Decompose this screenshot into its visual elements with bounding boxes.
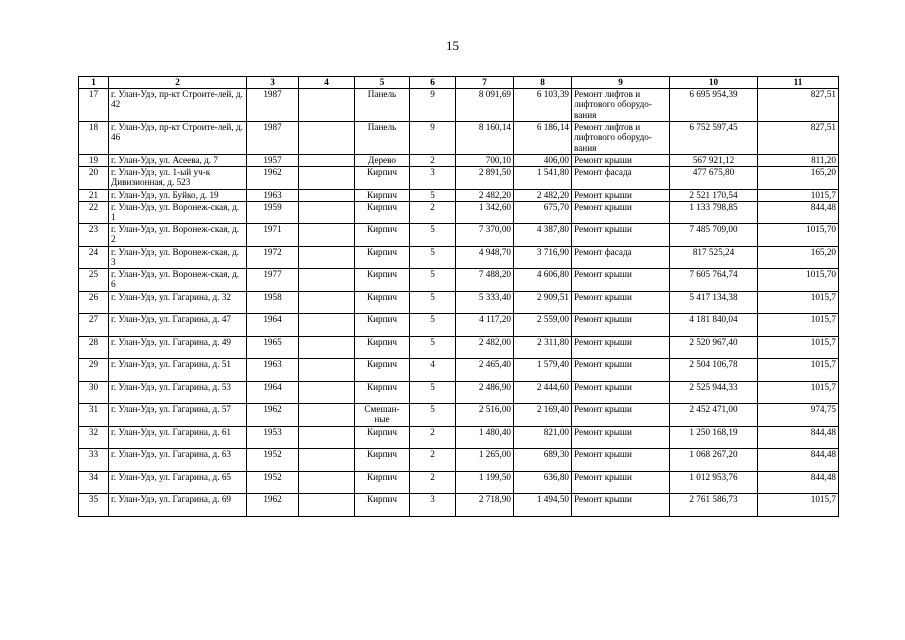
wall-material-cell: Смешан-ные xyxy=(355,404,410,427)
row-number-cell: 24 xyxy=(79,246,109,269)
floors-cell: 5 xyxy=(410,269,456,292)
empty-cell xyxy=(299,381,355,404)
year-cell: 1963 xyxy=(247,359,299,382)
table-row xyxy=(79,291,839,314)
unit-rate-cell: 844,48 xyxy=(758,426,839,449)
column-header: 4 xyxy=(299,77,355,89)
total-area-cell: 8 160,14 xyxy=(456,122,514,155)
row-number-cell: 31 xyxy=(79,404,109,427)
wall-material-cell: Кирпич xyxy=(355,449,410,472)
header-row xyxy=(79,77,839,89)
cost-cell: 1 012 953,76 xyxy=(670,471,758,494)
table-row xyxy=(79,122,839,155)
empty-cell xyxy=(299,246,355,269)
cost-cell: 6 752 597,45 xyxy=(670,122,758,155)
cost-cell: 2 504 106,78 xyxy=(670,359,758,382)
row-number-cell: 34 xyxy=(79,471,109,494)
address-cell: г. Улан-Удэ, ул. Буйко, д. 19 xyxy=(109,189,247,201)
row-number-cell: 28 xyxy=(79,336,109,359)
cost-cell: 7 485 709,00 xyxy=(670,224,758,247)
wall-material-cell: Кирпич xyxy=(355,189,410,201)
cost-cell: 1 250 168,19 xyxy=(670,426,758,449)
floors-cell: 5 xyxy=(410,224,456,247)
row-number-cell: 25 xyxy=(79,269,109,292)
year-cell: 1962 xyxy=(247,404,299,427)
table-row xyxy=(79,246,839,269)
total-area-cell: 7 370,00 xyxy=(456,224,514,247)
roof-area-cell: 1 494,50 xyxy=(514,494,572,517)
table-row xyxy=(79,494,839,517)
repair-type-cell: Ремонт крыши xyxy=(572,381,670,404)
address-cell: г. Улан-Удэ, ул. Гагарина, д. 61 xyxy=(109,426,247,449)
year-cell: 1953 xyxy=(247,426,299,449)
address-cell: г. Улан-Удэ, ул. 1-ый уч-к Дивизионная, д. 523 xyxy=(109,167,247,190)
table-row xyxy=(79,381,839,404)
wall-material-cell: Кирпич xyxy=(355,269,410,292)
repair-type-cell: Ремонт крыши xyxy=(572,449,670,472)
floors-cell: 5 xyxy=(410,381,456,404)
repair-type-cell: Ремонт лифтов и лифтового оборудо-вания xyxy=(572,89,670,122)
column-header: 2 xyxy=(109,77,247,89)
repair-type-cell: Ремонт крыши xyxy=(572,269,670,292)
row-number-cell: 30 xyxy=(79,381,109,404)
wall-material-cell: Панель xyxy=(355,122,410,155)
floors-cell: 5 xyxy=(410,314,456,337)
repair-type-cell: Ремонт крыши xyxy=(572,359,670,382)
repair-type-cell: Ремонт фасада xyxy=(572,167,670,190)
address-cell: г. Улан-Удэ, ул. Воронеж-ская, д. 1 xyxy=(109,201,247,224)
year-cell: 1964 xyxy=(247,314,299,337)
repair-type-cell: Ремонт крыши xyxy=(572,471,670,494)
year-cell: 1987 xyxy=(247,122,299,155)
total-area-cell: 1 199,50 xyxy=(456,471,514,494)
year-cell: 1962 xyxy=(247,494,299,517)
empty-cell xyxy=(299,494,355,517)
empty-cell xyxy=(299,269,355,292)
row-number-cell: 22 xyxy=(79,201,109,224)
row-number-cell: 23 xyxy=(79,224,109,247)
total-area-cell: 700,10 xyxy=(456,155,514,167)
wall-material-cell: Кирпич xyxy=(355,494,410,517)
unit-rate-cell: 811,20 xyxy=(758,155,839,167)
cost-cell: 2 761 586,73 xyxy=(670,494,758,517)
repair-type-cell: Ремонт крыши xyxy=(572,224,670,247)
column-header: 3 xyxy=(247,77,299,89)
column-header: 8 xyxy=(514,77,572,89)
unit-rate-cell: 844,48 xyxy=(758,471,839,494)
roof-area-cell: 2 482,20 xyxy=(514,189,572,201)
cost-cell: 477 675,80 xyxy=(670,167,758,190)
roof-area-cell: 4 606,80 xyxy=(514,269,572,292)
year-cell: 1957 xyxy=(247,155,299,167)
cost-cell: 4 181 840,04 xyxy=(670,314,758,337)
table-row xyxy=(79,404,839,427)
cost-cell: 5 417 134,38 xyxy=(670,291,758,314)
roof-area-cell: 3 716,90 xyxy=(514,246,572,269)
row-number-cell: 19 xyxy=(79,155,109,167)
row-number-cell: 32 xyxy=(79,426,109,449)
roof-area-cell: 2 559,00 xyxy=(514,314,572,337)
repair-type-cell: Ремонт крыши xyxy=(572,494,670,517)
column-header: 6 xyxy=(410,77,456,89)
wall-material-cell: Кирпич xyxy=(355,426,410,449)
empty-cell xyxy=(299,224,355,247)
address-cell: г. Улан-Удэ, пр-кт Строите-лей, д. 46 xyxy=(109,122,247,155)
floors-cell: 5 xyxy=(410,189,456,201)
row-number-cell: 26 xyxy=(79,291,109,314)
column-header: 9 xyxy=(572,77,670,89)
row-number-cell: 29 xyxy=(79,359,109,382)
row-number-cell: 18 xyxy=(79,122,109,155)
unit-rate-cell: 844,48 xyxy=(758,449,839,472)
roof-area-cell: 636,80 xyxy=(514,471,572,494)
unit-rate-cell: 1015,7 xyxy=(758,314,839,337)
repair-type-cell: Ремонт крыши xyxy=(572,201,670,224)
unit-rate-cell: 844,48 xyxy=(758,201,839,224)
wall-material-cell: Кирпич xyxy=(355,291,410,314)
wall-material-cell: Кирпич xyxy=(355,471,410,494)
empty-cell xyxy=(299,291,355,314)
year-cell: 1963 xyxy=(247,189,299,201)
wall-material-cell: Кирпич xyxy=(355,246,410,269)
year-cell: 1965 xyxy=(247,336,299,359)
cost-cell: 567 921,12 xyxy=(670,155,758,167)
wall-material-cell: Кирпич xyxy=(355,381,410,404)
roof-area-cell: 689,30 xyxy=(514,449,572,472)
roof-area-cell: 821,00 xyxy=(514,426,572,449)
roof-area-cell: 6 103,39 xyxy=(514,89,572,122)
total-area-cell: 5 333,40 xyxy=(456,291,514,314)
cost-cell: 6 695 954,39 xyxy=(670,89,758,122)
total-area-cell: 7 488,20 xyxy=(456,269,514,292)
address-cell: г. Улан-Удэ, ул. Гагарина, д. 63 xyxy=(109,449,247,472)
repair-type-cell: Ремонт крыши xyxy=(572,189,670,201)
wall-material-cell: Кирпич xyxy=(355,167,410,190)
empty-cell xyxy=(299,201,355,224)
row-number-cell: 17 xyxy=(79,89,109,122)
row-number-cell: 21 xyxy=(79,189,109,201)
column-header: 10 xyxy=(670,77,758,89)
cost-cell: 2 520 967,40 xyxy=(670,336,758,359)
column-header: 1 xyxy=(79,77,109,89)
unit-rate-cell: 165,20 xyxy=(758,167,839,190)
row-number-cell: 35 xyxy=(79,494,109,517)
repair-type-cell: Ремонт крыши xyxy=(572,155,670,167)
wall-material-cell: Панель xyxy=(355,89,410,122)
total-area-cell: 2 718,90 xyxy=(456,494,514,517)
unit-rate-cell: 165,20 xyxy=(758,246,839,269)
unit-rate-cell: 1015,7 xyxy=(758,359,839,382)
year-cell: 1959 xyxy=(247,201,299,224)
repair-type-cell: Ремонт крыши xyxy=(572,404,670,427)
housing-repair-table xyxy=(78,76,839,517)
empty-cell xyxy=(299,359,355,382)
table-row xyxy=(79,89,839,122)
address-cell: г. Улан-Удэ, ул. Гагарина, д. 47 xyxy=(109,314,247,337)
unit-rate-cell: 1015,7 xyxy=(758,291,839,314)
wall-material-cell: Кирпич xyxy=(355,314,410,337)
wall-material-cell: Дерево xyxy=(355,155,410,167)
table-row xyxy=(79,189,839,201)
floors-cell: 5 xyxy=(410,291,456,314)
roof-area-cell: 1 541,80 xyxy=(514,167,572,190)
address-cell: г. Улан-Удэ, ул. Гагарина, д. 32 xyxy=(109,291,247,314)
year-cell: 1962 xyxy=(247,167,299,190)
empty-cell xyxy=(299,449,355,472)
year-cell: 1971 xyxy=(247,224,299,247)
table-row xyxy=(79,167,839,190)
total-area-cell: 2 486,90 xyxy=(456,381,514,404)
unit-rate-cell: 974,75 xyxy=(758,404,839,427)
cost-cell: 7 605 764,74 xyxy=(670,269,758,292)
floors-cell: 5 xyxy=(410,246,456,269)
total-area-cell: 4 117,20 xyxy=(456,314,514,337)
unit-rate-cell: 1015,70 xyxy=(758,269,839,292)
wall-material-cell: Кирпич xyxy=(355,359,410,382)
table-row xyxy=(79,224,839,247)
unit-rate-cell: 1015,7 xyxy=(758,381,839,404)
column-header: 7 xyxy=(456,77,514,89)
year-cell: 1952 xyxy=(247,449,299,472)
floors-cell: 2 xyxy=(410,426,456,449)
total-area-cell: 2 482,00 xyxy=(456,336,514,359)
address-cell: г. Улан-Удэ, ул. Воронеж-ская, д. 2 xyxy=(109,224,247,247)
table-row xyxy=(79,359,839,382)
total-area-cell: 8 091,69 xyxy=(456,89,514,122)
table-row xyxy=(79,426,839,449)
address-cell: г. Улан-Удэ, ул. Гагарина, д. 65 xyxy=(109,471,247,494)
repair-type-cell: Ремонт лифтов и лифтового оборудо-вания xyxy=(572,122,670,155)
floors-cell: 4 xyxy=(410,359,456,382)
empty-cell xyxy=(299,314,355,337)
floors-cell: 5 xyxy=(410,404,456,427)
floors-cell: 9 xyxy=(410,122,456,155)
empty-cell xyxy=(299,336,355,359)
address-cell: г. Улан-Удэ, ул. Воронеж-ская, д. 3 xyxy=(109,246,247,269)
floors-cell: 2 xyxy=(410,471,456,494)
repair-type-cell: Ремонт крыши xyxy=(572,291,670,314)
year-cell: 1964 xyxy=(247,381,299,404)
unit-rate-cell: 1015,7 xyxy=(758,494,839,517)
repair-type-cell: Ремонт крыши xyxy=(572,336,670,359)
unit-rate-cell: 827,51 xyxy=(758,89,839,122)
repair-type-cell: Ремонт крыши xyxy=(572,314,670,337)
year-cell: 1958 xyxy=(247,291,299,314)
table-row xyxy=(79,269,839,292)
unit-rate-cell: 1015,7 xyxy=(758,189,839,201)
total-area-cell: 2 891,50 xyxy=(456,167,514,190)
address-cell: г. Улан-Удэ, пр-кт Строите-лей, д. 42 xyxy=(109,89,247,122)
total-area-cell: 1 265,00 xyxy=(456,449,514,472)
column-header: 5 xyxy=(355,77,410,89)
page-number: 15 xyxy=(446,38,459,53)
roof-area-cell: 2 444,60 xyxy=(514,381,572,404)
wall-material-cell: Кирпич xyxy=(355,201,410,224)
row-number-cell: 27 xyxy=(79,314,109,337)
table-row xyxy=(79,314,839,337)
roof-area-cell: 675,70 xyxy=(514,201,572,224)
cost-cell: 817 525,24 xyxy=(670,246,758,269)
floors-cell: 3 xyxy=(410,167,456,190)
roof-area-cell: 1 579,40 xyxy=(514,359,572,382)
table-body xyxy=(79,89,839,517)
cost-cell: 2 521 170,54 xyxy=(670,189,758,201)
floors-cell: 2 xyxy=(410,201,456,224)
cost-cell: 2 525 944,33 xyxy=(670,381,758,404)
floors-cell: 2 xyxy=(410,155,456,167)
wall-material-cell: Кирпич xyxy=(355,224,410,247)
empty-cell xyxy=(299,404,355,427)
row-number-cell: 20 xyxy=(79,167,109,190)
empty-cell xyxy=(299,155,355,167)
roof-area-cell: 6 186,14 xyxy=(514,122,572,155)
floors-cell: 3 xyxy=(410,494,456,517)
repair-type-cell: Ремонт крыши xyxy=(572,426,670,449)
year-cell: 1972 xyxy=(247,246,299,269)
table-row xyxy=(79,201,839,224)
column-header: 11 xyxy=(758,77,839,89)
floors-cell: 5 xyxy=(410,336,456,359)
address-cell: г. Улан-Удэ, ул. Гагарина, д. 57 xyxy=(109,404,247,427)
cost-cell: 1 068 267,20 xyxy=(670,449,758,472)
roof-area-cell: 2 909,51 xyxy=(514,291,572,314)
address-cell: г. Улан-Удэ, ул. Гагарина, д. 49 xyxy=(109,336,247,359)
table-row xyxy=(79,449,839,472)
total-area-cell: 2 482,20 xyxy=(456,189,514,201)
empty-cell xyxy=(299,89,355,122)
roof-area-cell: 406,00 xyxy=(514,155,572,167)
unit-rate-cell: 1015,70 xyxy=(758,224,839,247)
empty-cell xyxy=(299,167,355,190)
year-cell: 1977 xyxy=(247,269,299,292)
total-area-cell: 1 480,40 xyxy=(456,426,514,449)
year-cell: 1987 xyxy=(247,89,299,122)
total-area-cell: 2 516,00 xyxy=(456,404,514,427)
address-cell: г. Улан-Удэ, ул. Гагарина, д. 51 xyxy=(109,359,247,382)
floors-cell: 2 xyxy=(410,449,456,472)
unit-rate-cell: 827,51 xyxy=(758,122,839,155)
repair-type-cell: Ремонт фасада xyxy=(572,246,670,269)
address-cell: г. Улан-Удэ, ул. Гагарина, д. 53 xyxy=(109,381,247,404)
roof-area-cell: 2 169,40 xyxy=(514,404,572,427)
year-cell: 1952 xyxy=(247,471,299,494)
table-row xyxy=(79,155,839,167)
floors-cell: 9 xyxy=(410,89,456,122)
unit-rate-cell: 1015,7 xyxy=(758,336,839,359)
empty-cell xyxy=(299,471,355,494)
row-number-cell: 33 xyxy=(79,449,109,472)
wall-material-cell: Кирпич xyxy=(355,336,410,359)
empty-cell xyxy=(299,122,355,155)
total-area-cell: 2 465,40 xyxy=(456,359,514,382)
address-cell: г. Улан-Удэ, ул. Асеева, д. 7 xyxy=(109,155,247,167)
cost-cell: 1 133 798,85 xyxy=(670,201,758,224)
total-area-cell: 1 342,60 xyxy=(456,201,514,224)
roof-area-cell: 2 311,80 xyxy=(514,336,572,359)
table-row xyxy=(79,471,839,494)
cost-cell: 2 452 471,00 xyxy=(670,404,758,427)
address-cell: г. Улан-Удэ, ул. Гагарина, д. 69 xyxy=(109,494,247,517)
empty-cell xyxy=(299,189,355,201)
empty-cell xyxy=(299,426,355,449)
total-area-cell: 4 948,70 xyxy=(456,246,514,269)
roof-area-cell: 4 387,80 xyxy=(514,224,572,247)
table-row xyxy=(79,336,839,359)
address-cell: г. Улан-Удэ, ул. Воронеж-ская, д. 6 xyxy=(109,269,247,292)
